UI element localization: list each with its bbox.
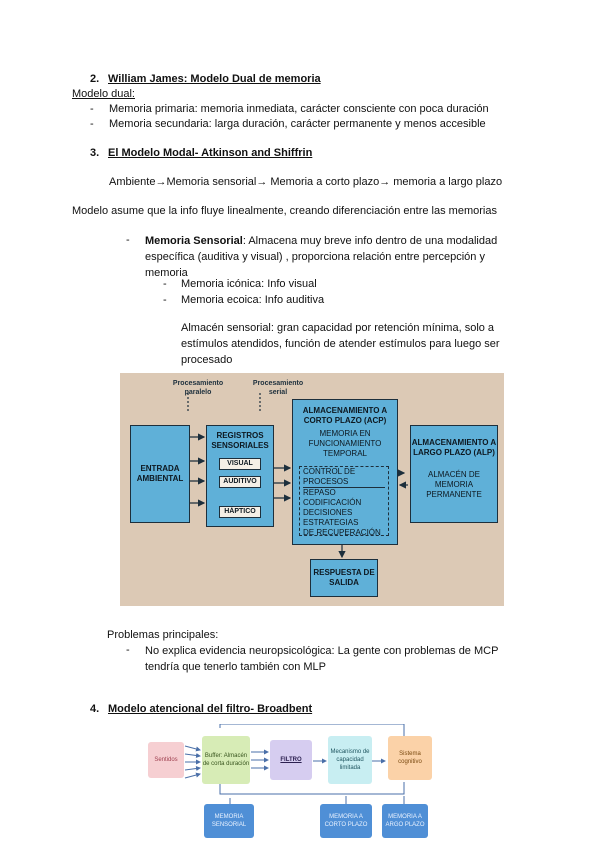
alp-box: ALMACENAMIENTO A LARGO PLAZO (ALP) ALMACÉN DE MEMORIA PERMANENTE — [410, 425, 498, 523]
filtro-box: FILTRO — [270, 740, 312, 780]
control-de-procesos-box: CONTROL DE PROCESOS REPASO CODIFICACIÓN DECISIONES ESTRATEGIAS DE RECUPERACIÓN — [299, 466, 389, 536]
buffer-box: Buffer: Almacén de corta duración — [202, 736, 250, 784]
sistema-cognitivo-box: Sistema cognitivo — [388, 736, 432, 780]
atkinson-shiffrin-diagram — [120, 373, 504, 606]
dual-label: Modelo dual: — [72, 88, 135, 100]
problems-label: Problemas principales: — [107, 629, 219, 641]
problems-item: No explica evidencia neuropsicológica: La gente con problemas de MCP tendría que tenerlo también con MLP — [145, 645, 499, 673]
entrada-ambiental-box: ENTRADA AMBIENTAL — [130, 425, 190, 523]
mecanismo-box: Mecanismo de capacidad limitada — [328, 736, 372, 784]
broadbent-diagram — [120, 724, 450, 844]
section-4-heading: 4. Modelo atencional del filtro- Broadbent — [90, 703, 313, 715]
section-2-heading: 2. William James: Modelo Dual de memoria — [90, 73, 321, 85]
iconic-memory: Memoria icónica: Info visual — [181, 278, 317, 290]
memoria-largo-plazo-box: MEMORIA A ARGO PLAZO — [382, 804, 428, 838]
dual-item-2: Memoria secundaria: larga duración, carácter permanente y menos accesible — [109, 118, 486, 130]
memoria-corto-plazo-box: MEMORIA A CORTO PLAZO — [320, 804, 372, 838]
acp-box: ALMACENAMIENTO A CORTO PLAZO (ACP) MEMORIA EN FUNCIONAMIENTO TEMPORAL CONTROL DE PROCESOS REPASO CODIFICACIÓN DECISIONES ESTRATEGIAS DE RECUPERACIÓN — [292, 399, 398, 545]
registros-sensoriales-box: REGISTROS SENSORIALES VISUAL AUDITIVO HÁPTICO — [206, 425, 274, 527]
visual-box: VISUAL — [219, 458, 261, 470]
echoic-memory: Memoria ecoica: Info auditiva — [181, 294, 325, 306]
sensory-memory-text: Memoria Sensorial: Almacena muy breve info dentro de una modalidad específica (auditiva y visual) , proporciona relación entre percepción y memoria — [145, 235, 498, 279]
parallel-processing-label: Procesamiento paralelo — [172, 380, 224, 396]
auditivo-box: AUDITIVO — [219, 476, 261, 488]
flow-text: Ambiente→Memoria sensorial→ Memoria a corto plazo→ memoria a largo plazo — [109, 176, 503, 188]
section-3-heading: 3. El Modelo Modal- Atkinson and Shiffrin — [90, 147, 313, 159]
haptico-box: HÁPTICO — [219, 506, 261, 518]
serial-processing-label: Procesamiento serial — [252, 380, 304, 396]
assumption-text: Modelo asume que la info fluye linealmente, creando diferenciación entre las memorias — [72, 205, 497, 217]
memoria-sensorial-box: MEMORIA SENSORIAL — [204, 804, 254, 838]
sensory-store-note: Almacén sensorial: gran capacidad por retención mínima, solo a estímulos atendidos, función de atender estímulos para luego ser procesado — [181, 322, 500, 366]
respuesta-box: RESPUESTA DE SALIDA — [310, 559, 378, 597]
sentidos-box: Sentidos — [148, 742, 184, 778]
dual-item-1: Memoria primaria: memoria inmediata, carácter consciente con poca duración — [109, 103, 489, 115]
